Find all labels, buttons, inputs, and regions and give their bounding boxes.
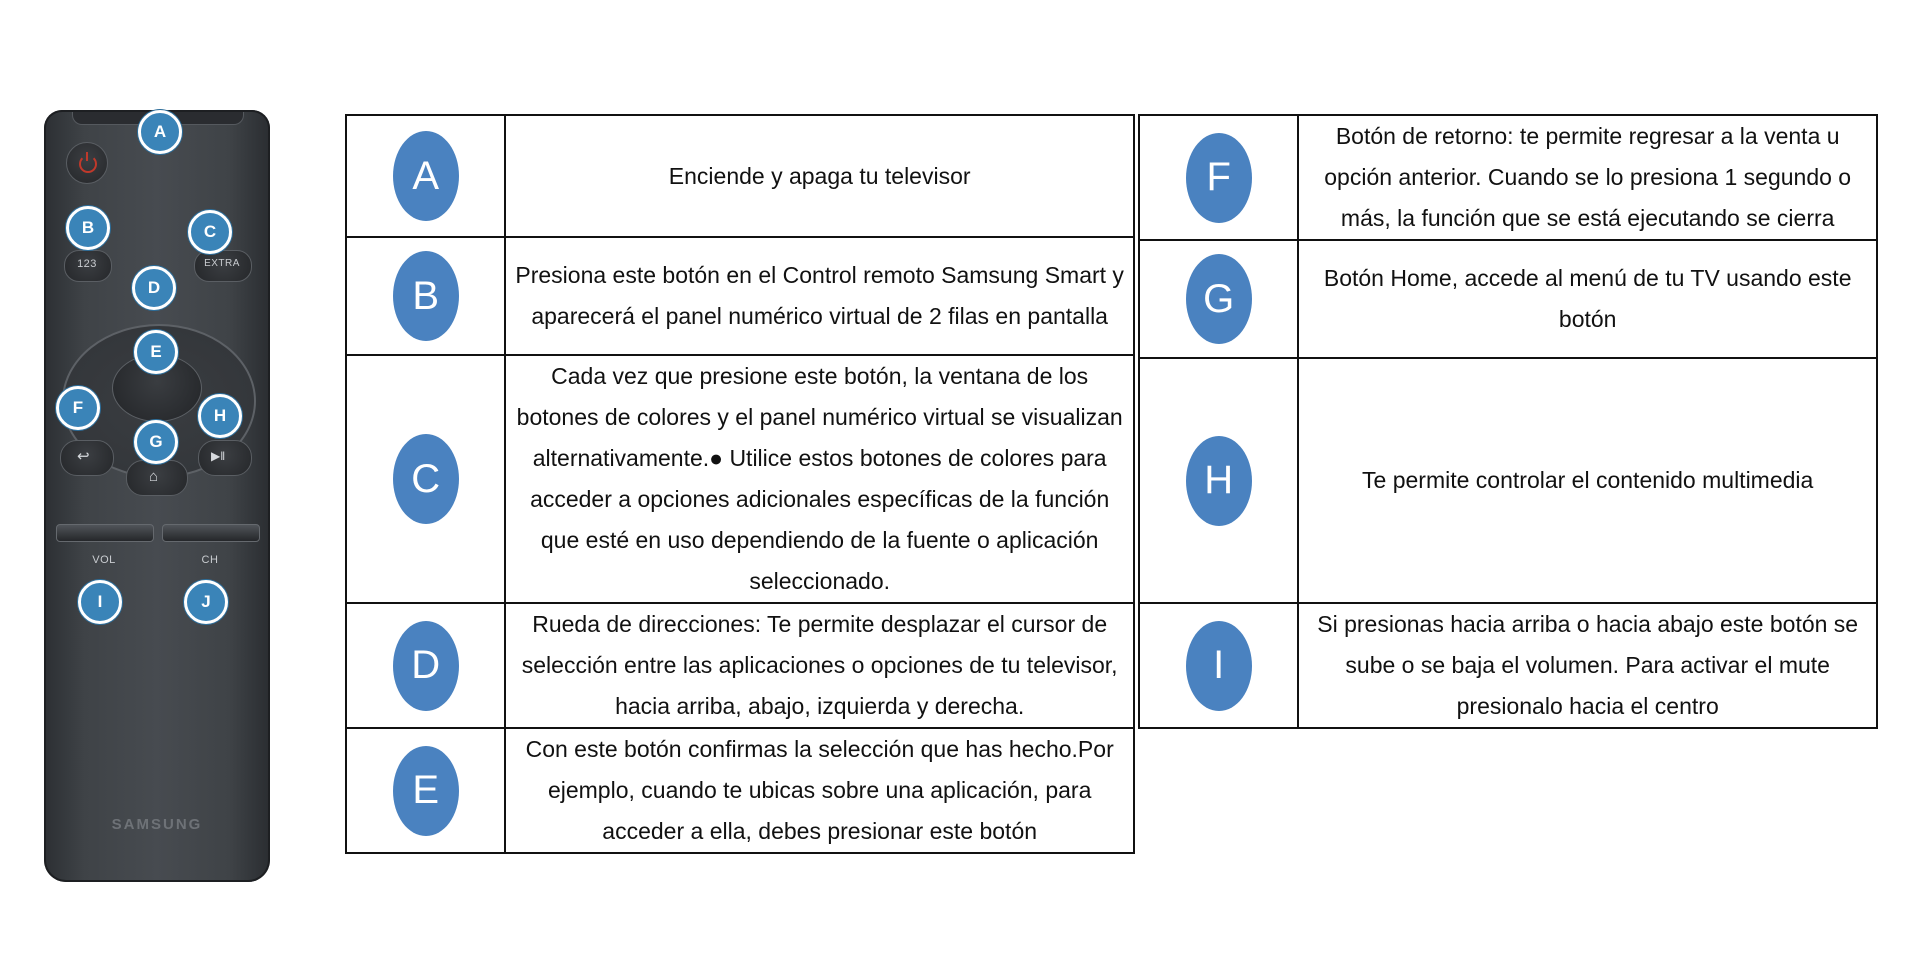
description-cell: Presiona este botón en el Control remoto Samsung Smart y aparecerá el panel numérico virtual de 2 filas en pantalla (505, 237, 1134, 355)
play-pause-icon: ▶‖ (211, 449, 226, 463)
letter-cell (1139, 603, 1298, 728)
letter-badge: C (393, 434, 459, 524)
description-cell: Botón de retorno: te permite regresar a la venta u opción anterior. Cuando se lo presiona 1 segundo o más, la función que se está ejecutando se cierra (1298, 115, 1877, 240)
brand-logo: SAMSUNG (111, 816, 203, 833)
volume-rocker (56, 524, 154, 542)
badge-f: F (56, 386, 100, 430)
table-row (346, 728, 1134, 853)
play-pause-button (198, 440, 252, 476)
letter-badge: G (1186, 254, 1252, 344)
description-cell: Si presionas hacia arriba o hacia abajo este botón se sube o se baja el volumen. Para activar el mute presionalo hacia el centro (1298, 603, 1877, 728)
button-description-table-left (345, 114, 1135, 854)
letter-cell (346, 355, 505, 603)
letter-badge: E (393, 746, 459, 836)
channel-rocker (162, 524, 260, 542)
extra-label: EXTRA (204, 258, 240, 269)
description-cell: Con este botón confirmas la selección que has hecho.Por ejemplo, cuando te ubicas sobre una aplicación, para acceder a ella, debes presionar este botón (505, 728, 1134, 853)
letter-cell (1139, 358, 1298, 603)
badge-h: H (198, 394, 242, 438)
home-icon: ⌂ (149, 468, 159, 485)
number-pad-label: 123 (77, 258, 97, 270)
letter-cell (346, 728, 505, 853)
remote-control-illustration (44, 110, 270, 882)
button-description-table-right (1138, 114, 1878, 729)
table-row (346, 603, 1134, 728)
table-row (1139, 603, 1877, 728)
letter-cell (346, 237, 505, 355)
return-button (60, 440, 114, 476)
badge-d: D (132, 266, 176, 310)
badge-j: J (184, 580, 228, 624)
letter-badge: F (1186, 133, 1252, 223)
badge-c: C (188, 210, 232, 254)
letter-badge: I (1186, 621, 1252, 711)
letter-cell (346, 603, 505, 728)
letter-badge: B (393, 251, 459, 341)
letter-cell (346, 115, 505, 237)
home-button (126, 460, 188, 496)
table-row (346, 237, 1134, 355)
power-button (66, 142, 108, 184)
letter-badge: D (393, 621, 459, 711)
channel-label: CH (201, 554, 219, 566)
badge-g: G (134, 420, 178, 464)
table-row (1139, 358, 1877, 603)
table-row (1139, 115, 1877, 240)
description-cell: Te permite controlar el contenido multimedia (1298, 358, 1877, 603)
badge-a: A (138, 110, 182, 154)
power-icon (79, 155, 97, 173)
return-icon: ↩ (77, 448, 90, 465)
letter-badge: A (393, 131, 459, 221)
volume-label: VOL (92, 554, 116, 566)
badge-e: E (134, 330, 178, 374)
table-row (1139, 240, 1877, 358)
letter-cell (1139, 115, 1298, 240)
letter-badge: H (1186, 436, 1252, 526)
badge-b: B (66, 206, 110, 250)
table-row (346, 355, 1134, 603)
description-cell: Enciende y apaga tu televisor (505, 115, 1134, 237)
description-cell: Botón Home, accede al menú de tu TV usando este botón (1298, 240, 1877, 358)
description-cell: Cada vez que presione este botón, la ventana de los botones de colores y el panel numérico virtual se visualizan alternativamente.● Utilice estos botones de colores para acceder a opciones adicionales específicas de la función que esté en uso dependiendo de la fuente o aplicación seleccionado. (505, 355, 1134, 603)
badge-i: I (78, 580, 122, 624)
letter-cell (1139, 240, 1298, 358)
description-cell: Rueda de direcciones: Te permite desplazar el cursor de selección entre las aplicaciones o opciones de tu televisor, hacia arriba, abajo, izquierda y derecha. (505, 603, 1134, 728)
table-row (346, 115, 1134, 237)
